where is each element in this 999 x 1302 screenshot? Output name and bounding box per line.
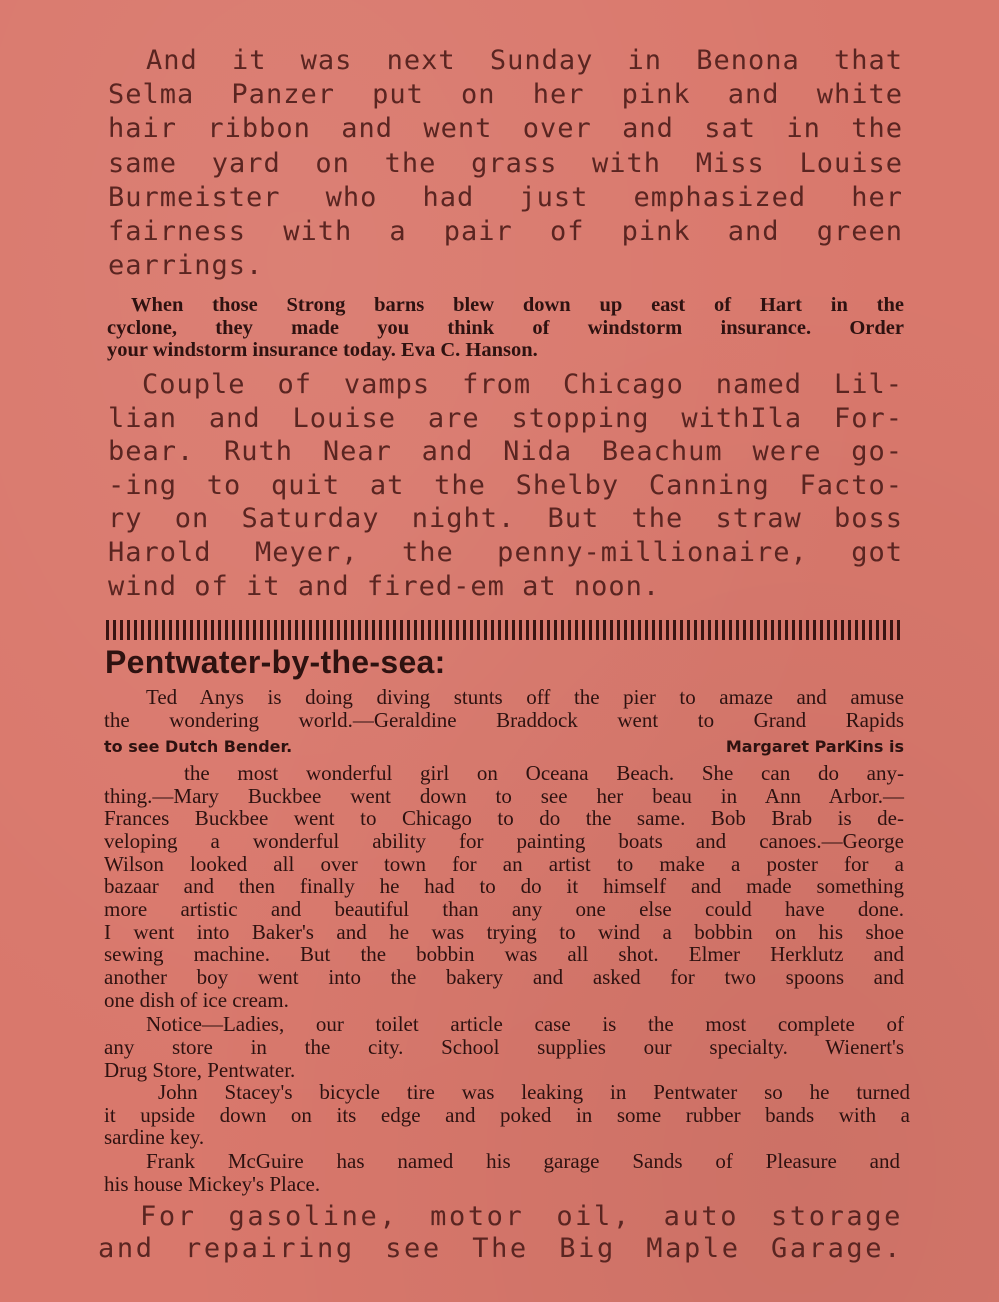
text-line: wind of it and fired-em at noon. [108,570,661,602]
text-line: John Stacey's bicycle tire was leaking in Pentwater so he turned [158,1080,910,1104]
drug-store-notice [104,1013,904,1082]
text-line: When those Strong barns blew down up east of Hart in the [131,294,904,316]
stacey-paragraph [104,1081,910,1149]
text-line: Ted Anys is doing diving stunts off the pier to amaze and amuse [146,685,904,709]
mcguire-paragraph [104,1150,900,1196]
text-line: Burmeister who had just emphasized her [108,181,903,213]
text-line: veloping a wonderful ability for painting boats and canoes.—George [104,828,904,853]
hatched-divider [106,620,904,640]
text-line: and repairing see The Big Maple Garage. [98,1233,903,1264]
text-line: hair ribbon and went over and sat in the [108,113,903,145]
text-line: Selma Panzer put on her pink and white [108,79,903,111]
bold-text-right: Margaret ParKins is [725,737,904,756]
text-line: I went into Baker's and he was trying to wind a bobbin on his shoe [104,919,904,944]
text-line: Drug Store, Pentwater. [104,1058,296,1082]
section-heading: Pentwater-by-the-sea: [105,644,446,680]
bold-insert-line [104,737,904,761]
text-line: same yard on the grass with Miss Louise [108,147,903,179]
text-line: cyclone, they made you think of windstorm insurance. Order [107,316,904,339]
text-line: Harold Meyer, the penny-millionaire, got [108,536,903,568]
pentwater-body [104,762,904,1011]
benona-paragraph [108,44,903,283]
text-line: sardine key. [104,1125,205,1149]
text-line: thing.—Mary Buckbee went down to see her beau in Ann Arbor.— [104,783,904,808]
text-line: lian and Louise are stopping withIla For- [108,402,903,434]
text-line: fairness with a pair of pink and green [108,216,903,248]
text-line: Wilson looked all over town for an artist to make a poster for a [104,851,904,876]
text-line: bazaar and then finally he had to do it himself and made something [104,874,904,899]
windstorm-insurance-ad [107,294,904,362]
text-line: Frances Buckbee went to Chicago to do the same. Bob Brab is de- [104,806,904,831]
text-line: any store in the city. School supplies our specialty. Wienert's [104,1035,904,1059]
text-line: For gasoline, motor oil, auto storage [140,1201,903,1232]
text-line: one dish of ice cream. [104,987,289,1012]
text-line: And it was next Sunday in Benona that [146,45,903,76]
text-line: the wondering world.—Geraldine Braddock went to Grand Rapids [104,707,904,732]
text-line: Notice—Ladies, our toilet article case is the most complete of [146,1012,904,1036]
bold-text-left: to see Dutch Bender. [104,737,293,756]
text-line: ry on Saturday night. But the straw boss [108,503,903,535]
pentwater-intro [104,686,904,732]
text-line: sewing machine. But the bobbin was all shot. Elmer Herklutz and [104,942,904,967]
text-line: more artistic and beautiful than any one else could have done. [104,896,904,921]
text-line: Frank McGuire has named his garage Sands of Pleasure and [146,1149,900,1173]
text-line: bear. Ruth Near and Nida Beachum were go- [108,436,903,468]
text-line: Couple of vamps from Chicago named Lil- [142,369,903,400]
text-line: -ing to quit at the Shelby Canning Facto- [108,469,903,501]
text-line: the most wonderful girl on Oceana Beach. She can do any- [184,761,904,785]
text-line: it upside down on its edge and poked in some rubber bands with a [104,1102,910,1127]
garage-ad [98,1201,903,1265]
text-line: your windstorm insurance today. Eva C. Hanson. [107,339,538,361]
text-line: another boy went into the bakery and asked for two spoons and [104,964,904,989]
text-line: his house Mickey's Place. [104,1172,321,1196]
text-line: earrings. [108,250,264,282]
chicago-vamps-paragraph [108,368,903,603]
